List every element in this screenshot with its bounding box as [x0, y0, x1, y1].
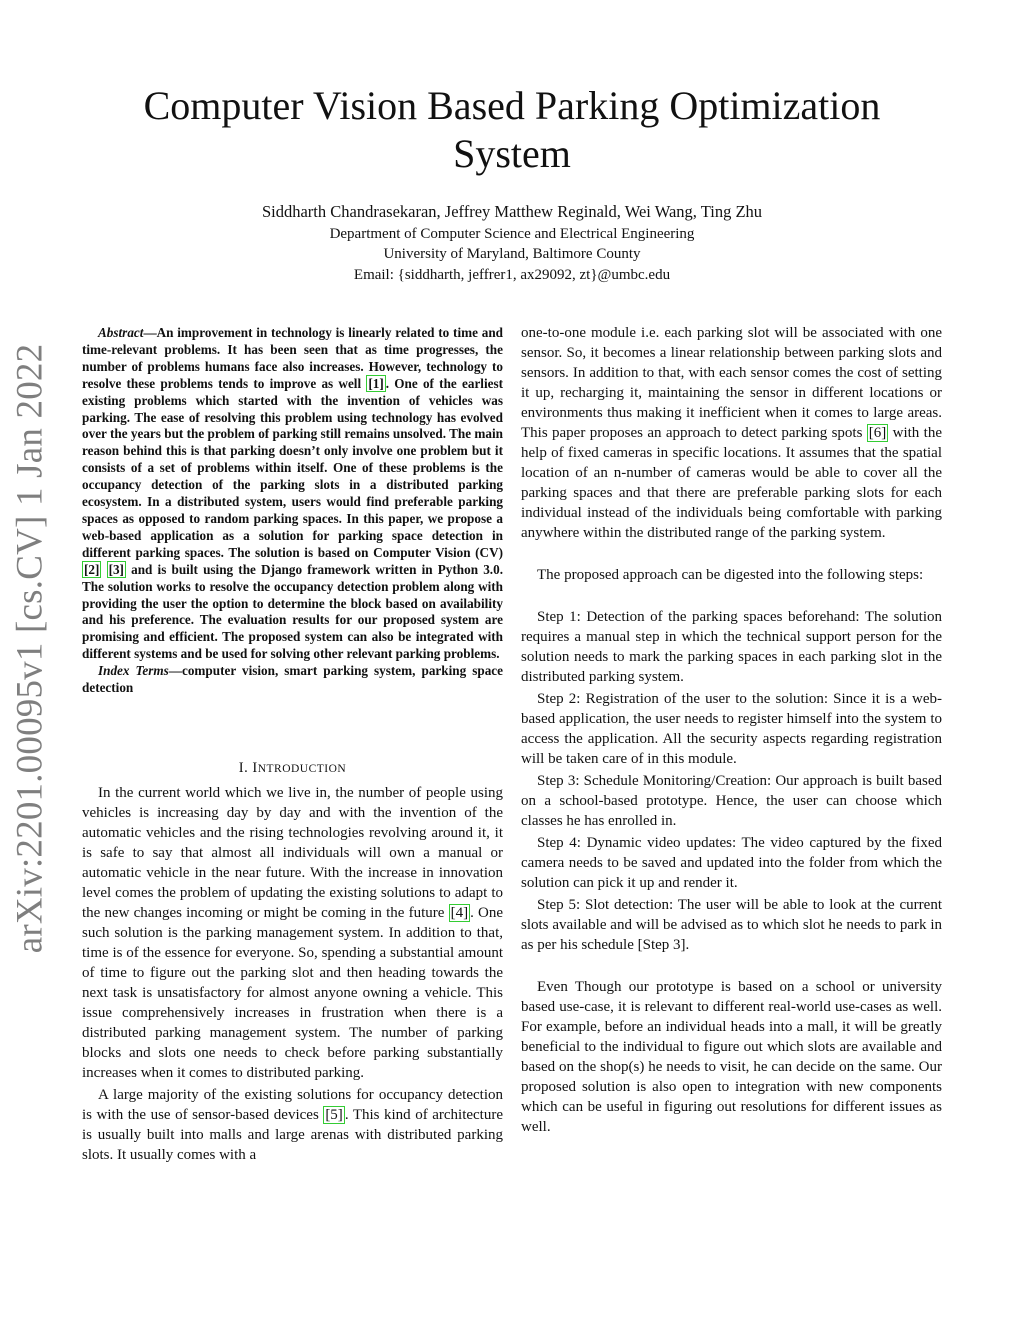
index-terms-text: computer vision, smart parking system, parking space detection: [82, 663, 503, 696]
affiliation-department: Department of Computer Science and Electrical Engineering: [329, 226, 695, 242]
section-heading-introduction: [82, 760, 503, 777]
step-4-paragraph: Step 4: Dynamic video updates: The video captured by the fixed camera needs to be saved and updated into the folder from which the solution can pick it up and render it.: [521, 835, 942, 891]
abstract-text-1: An improvement in technology is linearly related to time and time-relevant problems. It has been seen that as time progresses, the number of problems humans face also increases. However, technology to resolve these problems tends to improve as well: [82, 325, 503, 391]
right-column-body: [521, 323, 942, 1137]
citation-link[interactable]: [1]: [368, 375, 384, 391]
citation-link[interactable]: [2]: [84, 561, 100, 577]
intro-paragraph-1: [82, 783, 503, 1083]
paper-title: [82, 82, 942, 178]
affiliation-email: Email: {siddharth, jeffrer1, ax29092, zt}@umbc.edu: [353, 267, 671, 283]
step-1-paragraph: Step 1: Detection of the parking spaces beforehand: The solution requires a manual step in which the technical support person for the solution needs to mark the parking spaces in each parking slot in the distributed parking system.: [521, 609, 942, 685]
arxiv-stamp-text: arXiv:2201.00095v1 [cs.CV] 1 Jan 2022: [9, 343, 51, 953]
section-title-initial: I: [252, 760, 258, 776]
step-5-paragraph: Step 5: Slot detection: The user will be able to look at the current slots available and will be advised as to which slot he needs to park in as per his schedule [Step 3].: [521, 897, 942, 953]
index-terms-dash: —: [168, 663, 182, 679]
citation-link[interactable]: [6]: [868, 425, 887, 441]
body-text: one-to-one module i.e. each parking slot will be associated with one sensor. So, it becomes a linear relationship between parking slots and sensors. In addition to that, with each sensor comes the cost of setting it up, recharging it, maintaining the sensor in different locations or environments thus making it inefficient when it comes to large areas. This paper proposes an approach to detect parking spots: [521, 325, 942, 441]
step-2-paragraph: Step 2: Registration of the user to the solution: Since it is a web-based application, the user needs to register himself into the system to access the application. All the security aspects regarding registration will be taken care of in this module.: [521, 691, 942, 767]
index-terms: [82, 663, 503, 697]
citation-link[interactable]: [4]: [450, 905, 469, 921]
citation-link[interactable]: [5]: [325, 1107, 343, 1123]
intro-text: . This kind of architecture is usually built into malls and large arenas with distributed parking slots. It usually comes with a: [82, 1107, 503, 1163]
approach-intro-paragraph: The proposed approach can be digested into the following steps:: [537, 567, 924, 583]
intro-text: In the current world which we live in, the number of people using vehicles is increasing day by day and with the invention of the automatic vehicles and the rising technologies revolving around it, it is safe to say that almost all individuals will own a manual or automatic vehicle in the near future. With the increase in innovation level comes the problem of updating the existing solutions to adapt to the new changes incoming or might be coming in the future: [82, 785, 503, 921]
abstract: [82, 325, 503, 697]
citation-link[interactable]: [3]: [108, 561, 124, 577]
title-line-1: Computer Vision Based Parking Optimization: [143, 83, 881, 128]
abstract-paragraph: [82, 325, 503, 663]
intro-text: A large majority of the existing solutions for occupancy detection is with the use of sensor-based devices: [82, 1087, 503, 1123]
abstract-text-3: and is built using the Django framework written in Python 3.0. The solution works to resolve the occupancy detection problem along with providing the user the option to determine the block based on availability and his preference. The evaluation results for our proposed system are promising and efficient. The proposed system can also be integrated with different systems and be used for solving other relevant parking problems.: [82, 561, 503, 662]
section-number: I.: [238, 760, 253, 776]
index-terms-label: Index Terms: [98, 663, 169, 679]
abstract-dash: —: [143, 325, 157, 340]
body-text: with the help of fixed cameras in specific locations. It assumes that the spatial location of an n-number of cameras would be able to cover all the parking spaces and that there are preferable parking slots for each individual instead of the individuals being comfortable with parking anywhere within the distributed range of the parking system.: [521, 425, 942, 541]
introduction-body: [82, 783, 503, 1165]
intro-paragraph-2: [82, 1085, 503, 1165]
abstract-label: Abstract: [98, 325, 144, 340]
arxiv-stamp: [2, 343, 58, 953]
author-list: Siddharth Chandrasekaran, Jeffrey Matthew Reginald, Wei Wang, Ting Zhu: [261, 202, 763, 221]
step-3-paragraph: Step 3: Schedule Monitoring/Creation: Our approach is built based on a school-based prototype. Hence, the user can choose which classes he has enrolled in.: [521, 773, 942, 829]
use-case-paragraph: Even Though our prototype is based on a school or university based use-case, it is relevant to different real-world use-cases as well. For example, before an individual heads into a mall, it will be greatly beneficial to the individual to figure out which slots are available and based on the shop(s) he needs to visit, he can decide on the same. Our proposed solution is also open to integration with new components which can be useful in figuring out resolutions for different issues as well.: [521, 979, 942, 1135]
affiliation-university: University of Maryland, Baltimore County: [383, 246, 641, 262]
continued-paragraph: [521, 323, 942, 543]
section-title-rest: NTRODUCTION: [257, 763, 347, 775]
abstract-text-2: . One of the earliest existing problems which started with the invention of vehicles was parking. The ease of resolving this problem using technology has evolved over the years but the problem of parking still remains unsolved. The main reason behind this is that parking doesn’t only involve one problem but it consists of a set of problems within itself. One of these problems is the occupancy detection of the parking slots in a distributed parking ecosystem. In a distributed system, users would find preferable parking spaces as opposed to random parking spaces. In this paper, we propose a web-based application as a solution for parking space detection in different parking spaces. The solution is based on Computer Vision (CV): [82, 375, 503, 560]
intro-text: . One such solution is the parking management system. In addition to that, time is of the essence for everyone. So, spending a substantial amount of time to figure out the parking slot and then heading towards the next task is unsatisfactory for almost anyone owning a vehicle. This issue comprehensively increases in frustration when there is a distributed parking management system. The number of parking blocks and slots one needs to check before parking substantially increases when it comes to distributed parking.: [82, 905, 503, 1081]
title-line-2: System: [453, 131, 571, 176]
